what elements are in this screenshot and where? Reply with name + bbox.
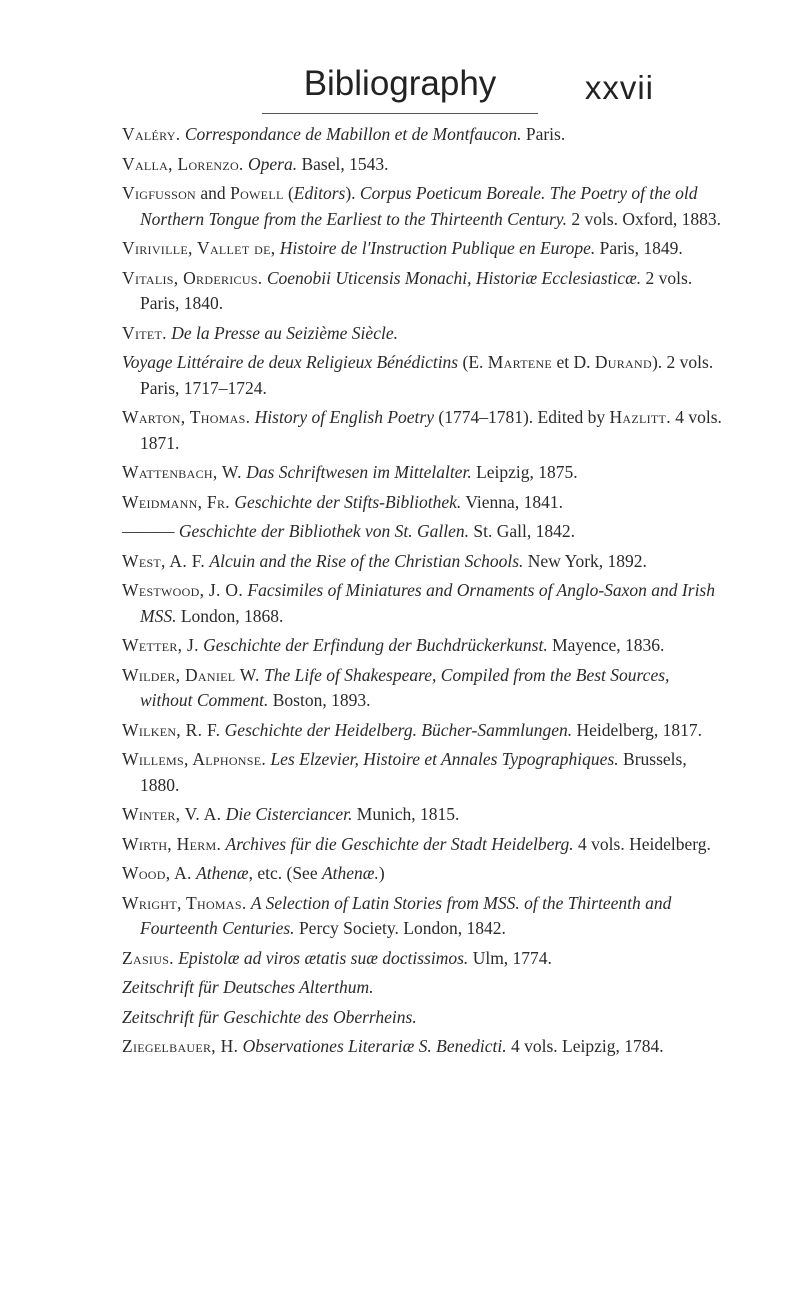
entry-text: Brussels, 1880. xyxy=(140,749,687,795)
bibliography-entry xyxy=(122,350,722,401)
entry-title: Athenæ. xyxy=(321,863,379,883)
entry-text: ( xyxy=(283,183,294,203)
entry-text: St. Gall, 1842. xyxy=(469,521,575,541)
entry-text: 2 vols. Oxford, 1883. xyxy=(566,208,722,229)
entry-text: (E. xyxy=(458,352,488,372)
entry-author: Wright, Thomas. xyxy=(122,892,247,913)
entry-title: History of English Poetry xyxy=(254,407,434,427)
entry-title: Das Schriftwesen im Mittelalter. xyxy=(246,462,472,482)
bibliography-entry xyxy=(122,405,722,456)
entry-author: Westwood, J. O. xyxy=(122,580,243,600)
entry-author: Vigfusson xyxy=(122,183,197,203)
header-rule xyxy=(262,113,538,114)
bibliography-entry xyxy=(122,861,722,887)
entry-text: Leipzig, 1875. xyxy=(471,462,578,482)
bibliography-entry xyxy=(122,490,722,516)
entry-author: Wattenbach, W. xyxy=(122,462,242,482)
entry-author: Durand xyxy=(594,352,652,372)
entry-text: Basel, 1543. xyxy=(297,153,389,174)
entry-title: Facsimiles of Miniatures and Ornaments of Anglo-Saxon and Irish MSS. xyxy=(140,580,715,626)
entry-title: Voyage Littéraire de deux Religieux Bénédictins xyxy=(122,352,459,372)
entry-title: Zeitschrift für Deutsches Alterthum. xyxy=(122,977,374,997)
entry-title: Observationes Literariæ S. Benedicti. xyxy=(242,1036,507,1056)
bibliography-entry xyxy=(122,1005,722,1031)
bibliography-entry xyxy=(122,832,722,858)
entry-text: 4 vols. 1871. xyxy=(140,407,722,453)
bibliography-entry xyxy=(122,747,722,798)
entry-title: Opera. xyxy=(247,153,298,174)
entry-text: ). 2 vols. Paris, 1717–1724. xyxy=(140,352,714,398)
entry-text: , etc. (See xyxy=(248,863,322,883)
entry-author: Ziegelbauer, H. xyxy=(122,1036,239,1056)
entry-text: London, 1868. xyxy=(176,605,284,626)
entry-text: ) xyxy=(378,863,385,883)
bibliography-entry xyxy=(122,122,722,148)
entry-title: Histoire de l'Instruction Publique en Europe. xyxy=(279,238,596,258)
bibliography-list xyxy=(122,122,722,1064)
entry-author: Weidmann, Fr. xyxy=(122,491,230,512)
entry-title: Geschichte der Erfindung der Buchdrückerkunst. xyxy=(203,635,548,655)
entry-title: Zeitschrift für Geschichte des Oberrheins. xyxy=(122,1006,417,1027)
entry-title: Alcuin and the Rise of the Christian Schools. xyxy=(209,550,524,571)
bibliography-entry xyxy=(122,633,722,659)
entry-text: et D. xyxy=(552,352,595,372)
entry-text: ——— xyxy=(122,521,179,541)
entry-author: Valéry. xyxy=(122,124,181,144)
entry-author: Wetter, J. xyxy=(122,635,199,655)
entry-title: A Selection of Latin Stories from MSS. of the Thirteenth and Fourteenth Centuries. xyxy=(140,892,672,938)
entry-title: Geschichte der Stifts-Bibliothek. xyxy=(234,491,462,512)
bibliography-entry xyxy=(122,1034,722,1060)
bibliography-entry xyxy=(122,266,722,317)
entry-author: Winter, V. A. xyxy=(122,804,222,824)
entry-text: and xyxy=(196,183,231,203)
entry-text: New York, 1892. xyxy=(523,550,647,571)
page-number: xxvii xyxy=(584,69,654,106)
entry-text: Percy Society. London, 1842. xyxy=(294,918,506,938)
entry-text: Boston, 1893. xyxy=(268,690,371,710)
entry-author: Valla, Lorenzo. xyxy=(122,153,244,174)
entry-author: Wilder, Daniel W. xyxy=(122,664,260,685)
entry-title: Epistolæ ad viros ætatis suæ doctissimos. xyxy=(178,947,469,968)
entry-text: Ulm, 1774. xyxy=(468,947,552,968)
entry-title: Coenobii Uticensis Monachi, Historiæ Ecclesiasticæ. xyxy=(266,267,642,288)
entry-text: 4 vols. Leipzig, 1784. xyxy=(506,1036,664,1056)
entry-author: Warton, Thomas. xyxy=(122,407,251,427)
bibliography-entry xyxy=(122,181,722,232)
entry-text: 2 vols. Paris, 1840. xyxy=(140,267,693,313)
entry-title: The Life of Shakespeare, Compiled from the Best Sources, without Comment. xyxy=(140,664,670,710)
entry-author: Willems, Alphonse. xyxy=(122,749,267,769)
entry-author: West, A. F. xyxy=(122,550,206,571)
bibliography-entry xyxy=(122,718,722,744)
bibliography-entry xyxy=(122,802,722,828)
entry-author: Viriville, Vallet de, xyxy=(122,238,276,258)
entry-title: Correspondance de Mabillon et de Montfaucon. xyxy=(184,124,522,144)
page-header xyxy=(0,0,800,112)
entry-text: Munich, 1815. xyxy=(352,804,460,824)
entry-text: Paris. xyxy=(521,124,566,144)
entry-title: De la Presse au Seizième Siècle. xyxy=(171,322,398,343)
entry-text: ). xyxy=(345,183,360,203)
entry-title: Archives für die Geschichte der Stadt Heidelberg. xyxy=(225,833,574,854)
entry-text: Paris, 1849. xyxy=(595,238,683,258)
entry-author: Wirth, Herm. xyxy=(122,833,222,854)
entry-title: Athenæ xyxy=(196,863,249,883)
entry-text: Mayence, 1836. xyxy=(547,635,665,655)
entry-author: Martene xyxy=(487,352,553,372)
entry-author: Hazlitt. xyxy=(609,407,671,427)
entry-author: Vitet. xyxy=(122,322,167,343)
bibliography-entry xyxy=(122,946,722,972)
bibliography-entry xyxy=(122,236,722,262)
entry-title: Corpus Poeticum Boreale. The Poetry of the old Northern Tongue from the Earliest to the Thirteenth Century. xyxy=(140,183,698,229)
bibliography-entry xyxy=(122,549,722,575)
bibliography-entry xyxy=(122,663,722,714)
page-title: Bibliography xyxy=(303,64,497,103)
entry-title: Geschichte der Bibliothek von St. Gallen. xyxy=(178,521,470,541)
entry-title: Geschichte der Heidelberg. Bücher-Sammlungen. xyxy=(224,719,573,740)
entry-text: Vienna, 1841. xyxy=(461,491,563,512)
bibliography-entry xyxy=(122,152,722,178)
bibliography-entry xyxy=(122,578,722,629)
entry-author: Wood, A. xyxy=(122,863,192,883)
bibliography-entry xyxy=(122,460,722,486)
entry-title: Les Elzevier, Histoire et Annales Typographiques. xyxy=(270,749,619,769)
entry-text: (1774–1781). Edited by xyxy=(434,407,610,427)
entry-title: Die Cisterciancer. xyxy=(225,804,353,824)
bibliography-entry xyxy=(122,321,722,347)
entry-author: Powell xyxy=(230,183,284,203)
entry-text: 4 vols. Heidelberg. xyxy=(573,833,711,854)
entry-author: Zasius. xyxy=(122,947,174,968)
entry-title: Editors xyxy=(293,183,346,203)
bibliography-entry xyxy=(122,519,722,545)
entry-text: Heidelberg, 1817. xyxy=(572,719,703,740)
entry-author: Wilken, R. F. xyxy=(122,719,221,740)
bibliography-entry xyxy=(122,975,722,1001)
entry-author: Vitalis, Ordericus. xyxy=(122,267,263,288)
bibliography-entry xyxy=(122,891,722,942)
